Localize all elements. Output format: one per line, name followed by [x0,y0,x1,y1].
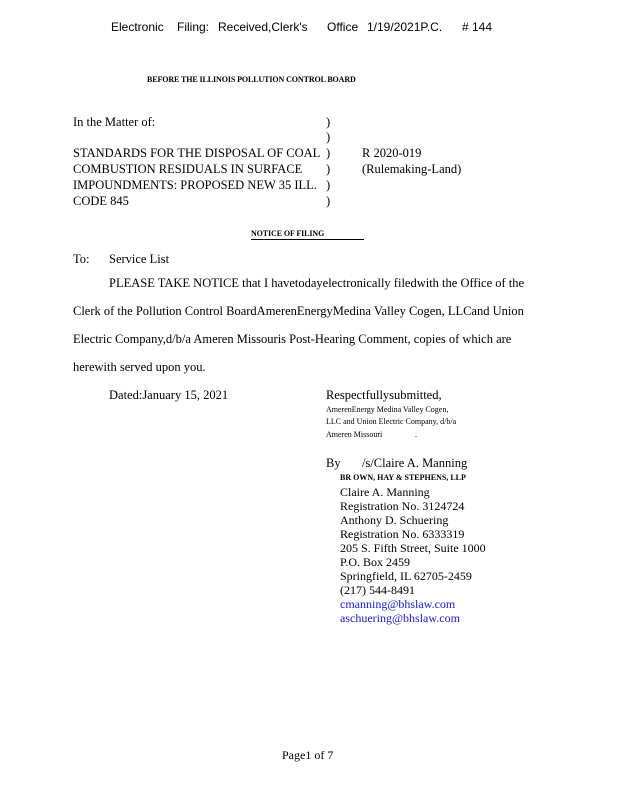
header-electronic: Electronic [111,20,164,34]
caption-line: COMBUSTION RESIDUALS IN SURFACE [73,162,303,176]
in-the-matter: In the Matter of: [73,115,156,129]
header-date: 1/19/2021P.C. [367,20,443,34]
to-value: Service List [109,252,170,266]
sig-line: P.O. Box 2459 [340,555,411,569]
page-number: Page1 of 7 [282,748,334,762]
notice-title: NOTICE OF FILING [251,229,364,240]
sig-line: (217) 544-8491 [340,583,415,597]
caption-paren: ) [326,194,331,208]
caption-line: CODE 845 [73,194,129,208]
party-line: LLC and Union Electric Company, d/b/a [326,417,457,426]
sig-line: 205 S. Fifth Street, Suite 1000 [340,541,486,555]
signer-name: /s/Claire A. Manning [362,456,468,470]
body-line: PLEASE TAKE NOTICE that I havetodayelectronically filedwith the Office of the [109,276,525,290]
caption-paren: ) [326,178,331,192]
caption-paren: ) [326,162,331,176]
header-office: Office [327,20,359,34]
sig-line: Registration No. 3124724 [340,499,465,513]
body-line: Electric Company,d/b/a Ameren Missouris Post-Hearing Comment, copies of which are [73,332,512,346]
board-title: BEFORE THE ILLINOIS POLLUTION CONTROL BOARD [147,75,356,84]
respectfully-submitted: Respectfullysubmitted, [326,388,442,402]
caption-line: IMPOUNDMENTS: PROPOSED NEW 35 ILL. [73,178,317,192]
sig-line: Claire A. Manning [340,485,430,499]
party-line: Ameren Missouri [326,430,383,439]
caption-paren: ) [326,115,331,129]
header-number: # 144 [462,20,493,34]
docket-type: (Rulemaking-Land) [362,162,462,176]
body-line: Clerk of the Pollution Control BoardAmerenEnergyMedina Valley Cogen, LLCand Union [73,304,524,318]
email-link[interactable]: cmanning@bhslaw.com [340,597,456,611]
email-link[interactable]: aschuering@bhslaw.com [340,611,460,625]
header-received: Received,Clerk's [218,20,308,34]
caption-line: STANDARDS FOR THE DISPOSAL OF COAL [73,146,321,160]
sig-line: Springfield, IL 62705-2459 [340,569,472,583]
party-period: . [415,430,417,439]
caption-paren: ) [326,146,331,160]
by-label: By [326,456,341,470]
to-label: To: [73,252,90,266]
caption-paren: ) [326,130,331,144]
sig-line: Anthony D. Schuering [340,513,449,527]
law-firm: BR OWN, HAY & STEPHENS, LLP [340,473,466,482]
sig-line: Registration No. 6333319 [340,527,465,541]
body-line: herewith served upon you. [73,360,206,374]
docket-number: R 2020-019 [362,146,422,160]
party-line: AmerenEnergy Medina Valley Cogen, [326,405,449,414]
header-filing: Filing: [177,20,210,34]
dated: Dated:January 15, 2021 [109,388,229,402]
